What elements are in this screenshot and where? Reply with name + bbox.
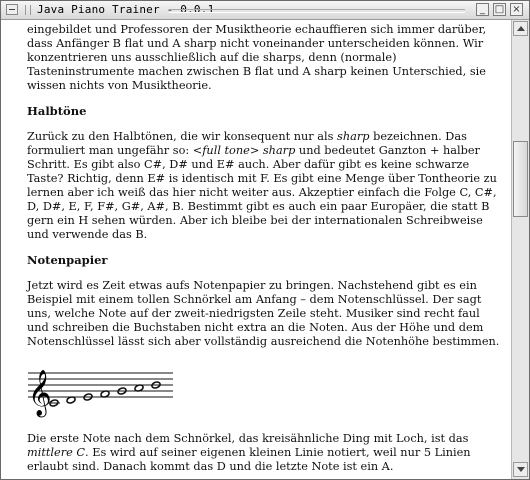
window-menu-icon[interactable] <box>6 4 18 15</box>
title-bar[interactable] <box>1 1 529 20</box>
window-title: Java Piano Trainer - 0.0.1 <box>37 3 215 16</box>
title-grip <box>25 5 31 15</box>
paragraph: Zurück zu den Halbtönen, die wir konsequent nur als sharp bezeichnen. Das formuliert man ungefähr so: <full tone> sharp und bedeutet Ganzton + halber Schritt. Es gibt also C#, D# und E# auch. Aber dafür gibt es keine schwarze Taste? Richtig, denn E# is identisch mit F. Es gibt eine Menge über Tontheorie zu lernen aber ich weiß das hier nicht weiter aus. Akzeptier einfach die Folge C, C#, D, D#, E, F, F#, G#, A#, B. Bestimmt gibt es auch ein paar Europäer, die statt B gern ein H sehen würden. Aber ich bleibe bei der internationalen Schreibweise und verwende das B. <box>27 130 497 241</box>
maximize-button[interactable]: □ <box>494 4 505 15</box>
music-staff-image <box>25 360 175 420</box>
heading-halbtoene: Halbtöne <box>27 104 87 118</box>
scroll-up-button[interactable] <box>513 21 528 36</box>
lesson-text <box>27 23 505 479</box>
treble-clef-icon: 𝄞 <box>28 370 52 416</box>
paragraph: Jetzt wird es Zeit etwas aufs Notenpapier zu bringen. Nachstehend gibt es ein Beispiel mit einem tollen Schnörkel am Anfang – dem Notenschlüssel. Der sagt uns, welche Note auf der zweit-niedrigsten Zeile steht. Musiker sind recht faul und schreiben die Buchstaben nicht extra an die Noten. Aus der Höhe und dem Notenschlüssel lässt sich aber vollständig ausreichend die Notenhöhe bestimmen. <box>27 279 500 348</box>
scroll-thumb[interactable] <box>513 141 528 217</box>
vertical-scrollbar[interactable] <box>511 20 529 479</box>
scroll-down-button[interactable] <box>513 462 528 477</box>
title-grip-line <box>169 9 465 13</box>
minimize-button[interactable]: _ <box>476 3 489 16</box>
paragraph: eingebildet und Professoren der Musiktheorie echauffieren sich immer darüber, dass Anfänger B flat und A sharp nicht voneinander unterscheiden können. Wir konzentrieren uns ausschließlich auf die sharps, denn (normale) Tasteninstrumente machen zwischen B flat und A sharp keinen Unterschied, sie wissen nichts von Musiktheorie. <box>27 23 487 92</box>
heading-notenpapier: Notenpapier <box>27 253 108 267</box>
lesson-content[interactable] <box>1 20 511 479</box>
paragraph: Die erste Note nach dem Schnörkel, das kreisähnliche Ding mit Loch, ist das mittlere C. Es wird auf seiner eigenen kleinen Linie notiert, weil nur 5 Linien erlaubt sind. Danach kommt das D und die letzte Note ist ein A. <box>27 432 471 473</box>
close-button[interactable]: × <box>510 3 523 16</box>
